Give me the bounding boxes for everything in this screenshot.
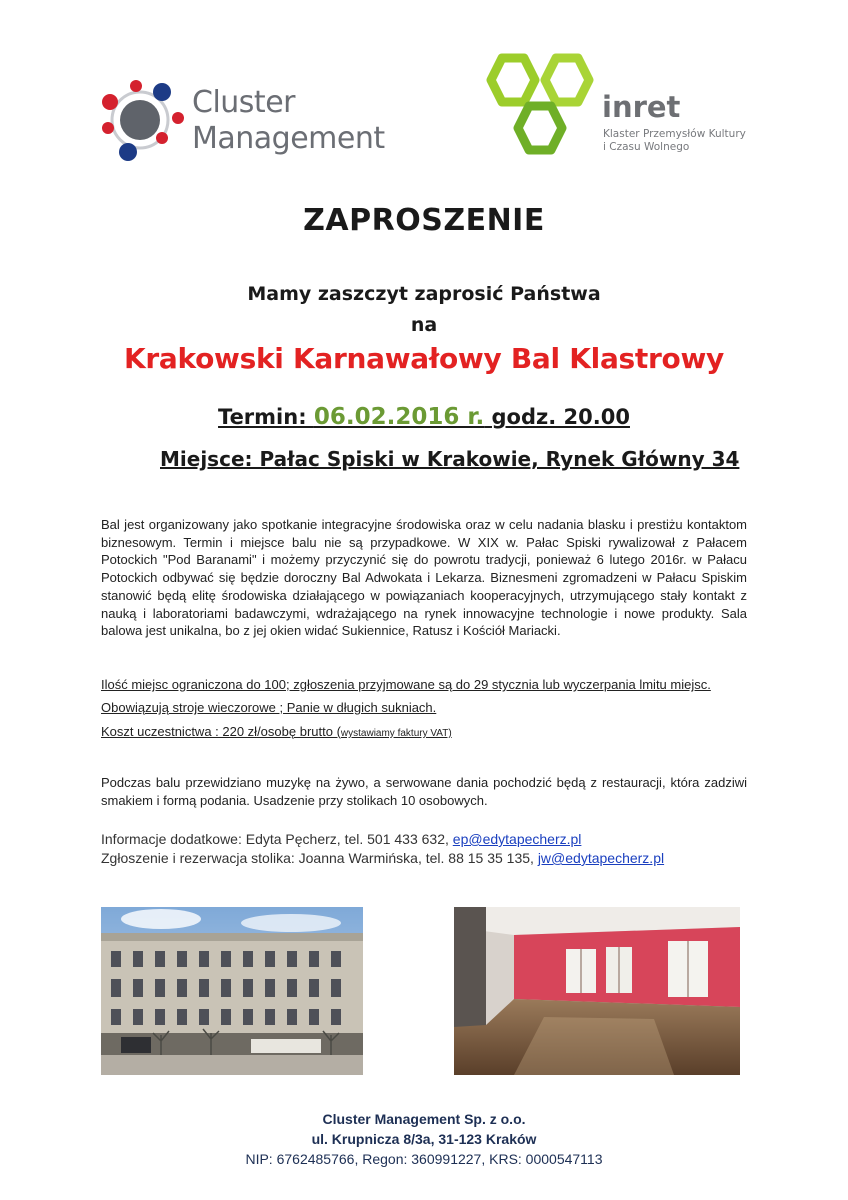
contact-reservation-text: Zgłoszenie i rezerwacja stolika: Joanna Warmińska, tel. 88 15 35 135, — [101, 850, 538, 866]
event-description: Bal jest organizowany jako spotkanie integracyjne środowiska oraz w celu nadania blasku i prestiżu kontaktom biznesowym. Termin i miejsce balu nie są przypadkowe. W XIX w. Pałac Spiski rywalizował z Pałacem Potockich "Pod Baranami" i możemy przyczynić się do powrotu tradycji, ponieważ 6 lutego 2016r. w Pałacu Potockich odbywać się będzie doroczny Bal Adwokata i Lekarza. Biznesmeni zgromadzeni w Pałacu Spiskim stanowić będą elitę środowiska działającego w powiązaniach kooperacyjnych, utrzymującego stały kontakt z nauką i laboratoriami badawczymi, wdrażającego na rynek innowacyjne technologie i nowe produkty. Sala balowa jest unikalna, bo z jej okien widać Sukiennice, Ratusz i Kościół Mariacki. — [101, 517, 747, 639]
cluster-management-logo — [100, 78, 400, 168]
inret-tagline-2: i Czasu Wolnego — [603, 141, 690, 153]
music-paragraph: Podczas balu przewidziano muzykę na żywo, a serwowane dania pochodzić będą z restauracji, która zadziwi smakiem i formą podania. Usadzenie przy stolikach 10 osobowych. — [101, 775, 747, 808]
contact-info-email-link[interactable]: ep@edytapecherz.pl — [452, 831, 582, 847]
event-name: Krakowski Karnawałowy Bal Klastrowy — [124, 342, 724, 375]
cost-note: wystawiamy faktury VAT) — [340, 728, 452, 739]
inret-brand: inret — [602, 90, 681, 124]
event-date: 06.02.2016 r. — [313, 404, 485, 430]
cost-text: Koszt uczestnictwa : 220 zł/osobę brutto ( — [101, 724, 341, 739]
event-date-line — [0, 404, 848, 430]
palace-building-photo — [101, 907, 363, 1075]
termin-label: Termin: — [218, 405, 314, 429]
info-dress-code: Obowiązują stroje wieczorowe ; Panie w długich sukniach. — [101, 700, 437, 715]
contact-reservation-email-link[interactable]: jw@edytapecherz.pl — [537, 850, 665, 866]
logo-word-management: Management — [192, 121, 385, 156]
info-cost — [101, 724, 452, 739]
contact-info-line — [101, 831, 581, 847]
inret-logo — [472, 50, 772, 170]
info-seat-limit: Ilość miejsc ograniczona do 100; zgłoszenia przyjmowane są do 29 stycznia lub wyczerpania lmitu miejsc. — [101, 677, 711, 692]
page-title: ZAPROSZENIE — [303, 203, 545, 238]
contact-reservation-line — [101, 850, 664, 866]
contact-info-text: Informacje dodatkowe: Edyta Pęcherz, tel. 501 433 632, — [101, 831, 453, 847]
invitation-line-2: na — [410, 314, 438, 336]
logo-word-cluster: Cluster — [192, 85, 295, 120]
ballroom-interior-photo — [454, 907, 740, 1075]
inret-tagline-1: Klaster Przemysłów Kultury — [603, 128, 746, 140]
footer-ids: NIP: 6762485766, Regon: 360991227, KRS: 0000547113 — [245, 1151, 603, 1167]
inret-hexagon-icon — [472, 50, 597, 170]
footer-address: ul. Krupnicza 8/3a, 31-123 Kraków — [311, 1131, 537, 1147]
invitation-line-1: Mamy zaszczyt zaprosić Państwa — [247, 283, 601, 305]
footer-company: Cluster Management Sp. z o.o. — [322, 1111, 526, 1127]
event-time: godz. 20.00 — [484, 405, 630, 429]
cluster-management-emblem-icon — [100, 78, 192, 168]
event-place: Miejsce: Pałac Spiski w Krakowie, Rynek Główny 34 — [160, 447, 740, 471]
